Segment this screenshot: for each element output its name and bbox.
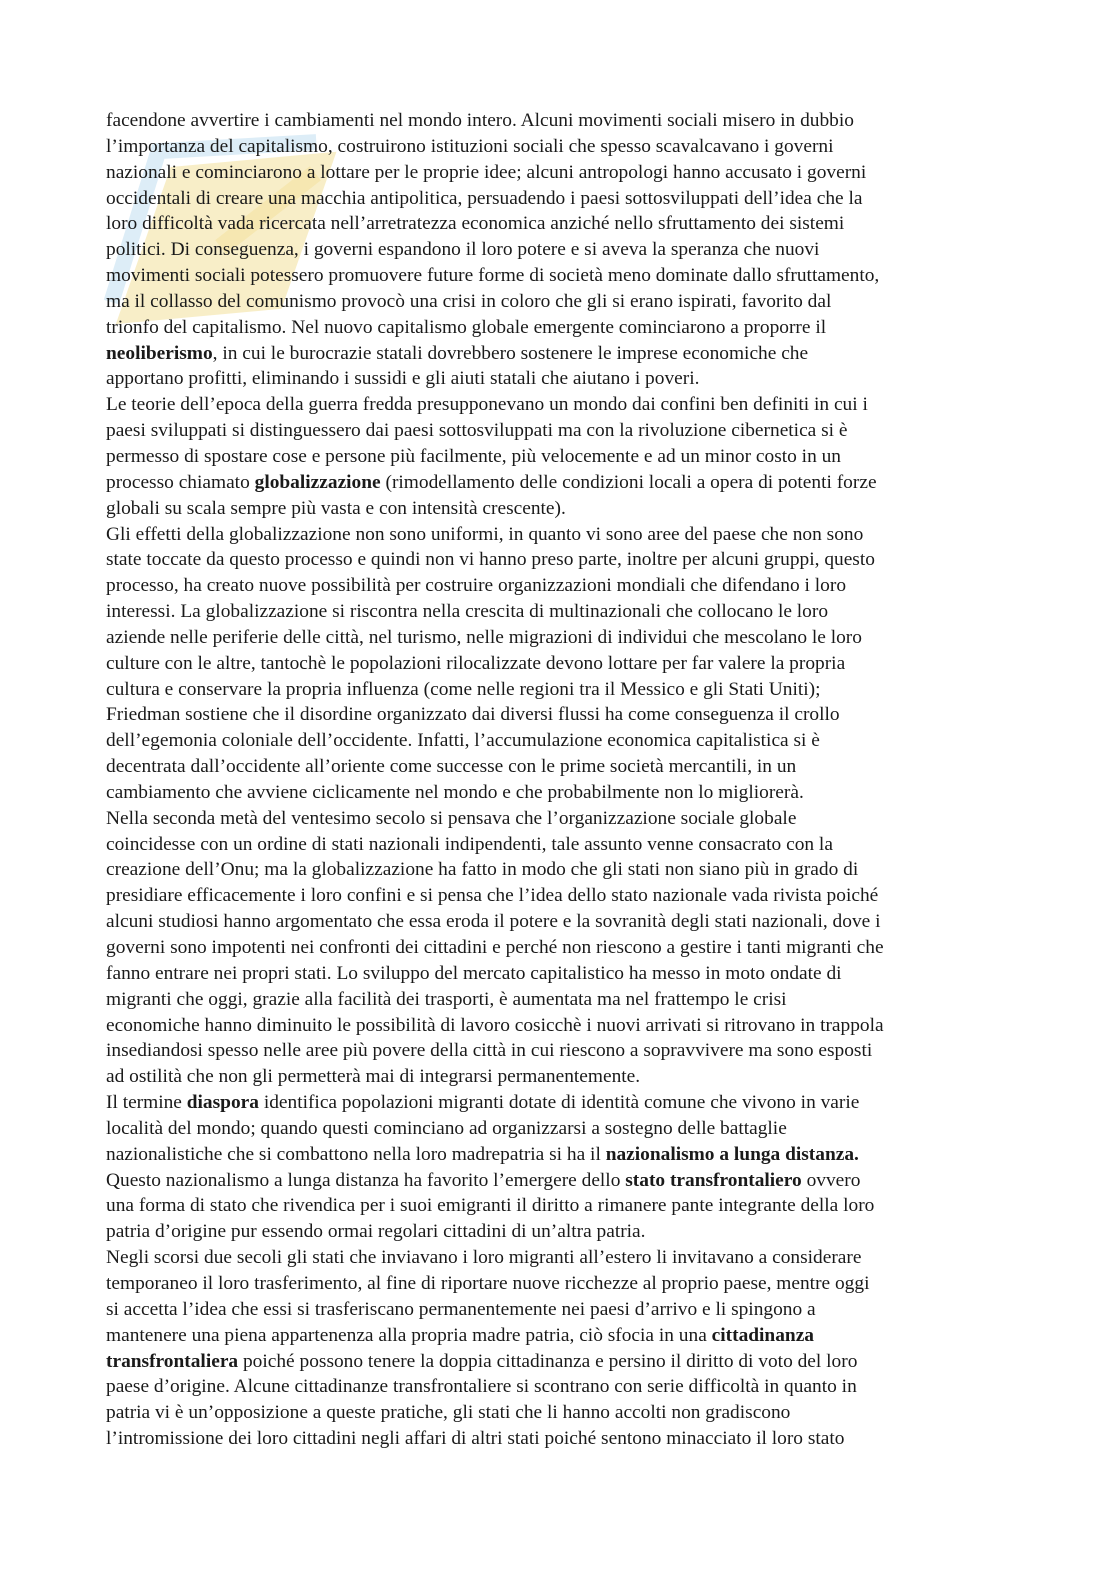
- text-run: globali su scala sempre più vasta e con intensità crescente).: [106, 497, 566, 519]
- text-line: [106, 987, 1006, 1013]
- text-run: cultura e conservare la propria influenza (come nelle regioni tra il Messico e gli Stati Uniti);: [106, 678, 821, 700]
- text-line: [106, 1168, 1006, 1194]
- text-run: movimenti sociali potessero promuovere future forme di società meno dominate dallo sfruttamento,: [106, 265, 880, 287]
- text-line: [106, 573, 1006, 599]
- text-line: [106, 857, 1006, 883]
- document-body: [106, 108, 1006, 1452]
- text-run: processo chiamato: [106, 471, 255, 493]
- text-line: [106, 1297, 1006, 1323]
- text-run: state toccate da questo processo e quindi non vi hanno preso parte, inoltre per alcuni gruppi, questo: [106, 549, 875, 571]
- text-run: Gli effetti della globalizzazione non sono uniformi, in quanto vi sono aree del paese che non sono: [106, 523, 864, 545]
- text-line: [106, 1400, 1006, 1426]
- text-line: [106, 883, 1006, 909]
- text-run: economiche hanno diminuito le possibilità di lavoro cosicchè i nuovi arrivati si ritrovano in trappola: [106, 1014, 884, 1036]
- bold-term: globalizzazione: [254, 471, 381, 493]
- text-run: Questo nazionalismo a lunga distanza ha favorito l’emergere dello: [106, 1169, 626, 1191]
- text-run: poiché possono tenere la doppia cittadinanza e persino il diritto di voto del loro: [238, 1350, 858, 1372]
- text-line: [106, 1142, 1006, 1168]
- text-line: [106, 496, 1006, 522]
- text-run: ma il collasso del comunismo provocò una crisi in coloro che gli si erano ispirati, favorito dal: [106, 290, 832, 312]
- text-run: Il termine: [106, 1092, 187, 1114]
- text-run: culture con le altre, tantochè le popolazioni rilocalizzate devono lottare per far valere la propria: [106, 652, 846, 674]
- text-line: [106, 522, 1006, 548]
- text-run: mantenere una piena appartenenza alla propria madre patria, ciò sfocia in una: [106, 1324, 712, 1346]
- text-line: [106, 599, 1006, 625]
- text-line: [106, 547, 1006, 573]
- text-run: creazione dell’Onu; ma la globalizzazione ha fatto in modo che gli stati non siano più in grado di: [106, 859, 859, 881]
- text-run: trionfo del capitalismo. Nel nuovo capitalismo globale emergente cominciarono a proporre il: [106, 316, 827, 338]
- text-line: [106, 366, 1006, 392]
- text-run: temporaneo il loro trasferimento, al fine di riportare nuove ricchezze al proprio paese, mentre oggi: [106, 1272, 870, 1294]
- text-run: cambiamento che avviene ciclicamente nel mondo e che probabilmente non lo migliorerà.: [106, 781, 804, 803]
- text-line: [106, 832, 1006, 858]
- text-line: [106, 1219, 1006, 1245]
- text-run: ad ostilità che non gli permetterà mai di integrarsi permanentemente.: [106, 1066, 641, 1088]
- text-line: [106, 1116, 1006, 1142]
- bold-term: neoliberismo: [106, 342, 213, 364]
- text-line: [106, 160, 1006, 186]
- text-line: [106, 1090, 1006, 1116]
- text-line: [106, 625, 1006, 651]
- text-line: [106, 315, 1006, 341]
- bold-term: nazionalismo a lunga distanza.: [605, 1143, 859, 1165]
- text-run: politici. Di conseguenza, i governi espandono il loro potere e si aveva la speranza che nuovi: [106, 239, 820, 261]
- text-line: [106, 134, 1006, 160]
- text-run: , in cui le burocrazie statali dovrebbero sostenere le imprese economiche che: [212, 342, 809, 364]
- bold-term: transfrontaliera: [106, 1350, 239, 1372]
- text-line: [106, 392, 1006, 418]
- text-line: [106, 418, 1006, 444]
- text-line: [106, 702, 1006, 728]
- text-run: loro difficoltà vada ricercata nell’arretratezza economica anziché nello sfruttamento dei sistemi: [106, 213, 845, 235]
- text-run: fanno entrare nei propri stati. Lo sviluppo del mercato capitalistico ha messo in moto ondate di: [106, 962, 842, 984]
- text-run: coincidesse con un ordine di stati nazionali indipendenti, tale assunto venne consacrato con la: [106, 833, 833, 855]
- text-line: [106, 961, 1006, 987]
- text-run: Le teorie dell’epoca della guerra fredda presupponevano un mondo dai confini ben definiti in cui i: [106, 394, 868, 416]
- text-line: [106, 1271, 1006, 1297]
- text-run: paesi sviluppati si distinguessero dai paesi sottosviluppati ma con la rivoluzione cibernetica si è: [106, 420, 848, 442]
- text-line: [106, 1374, 1006, 1400]
- text-line: [106, 780, 1006, 806]
- text-run: l’importanza del capitalismo, costruirono istituzioni sociali che spesso scavalcavano i governi: [106, 135, 834, 157]
- text-line: [106, 1349, 1006, 1375]
- text-run: facendone avvertire i cambiamenti nel mondo intero. Alcuni movimenti sociali misero in dubbio: [106, 110, 854, 131]
- text-line: [106, 1038, 1006, 1064]
- text-run: Friedman sostiene che il disordine organizzato dai diversi flussi ha come conseguenza il crollo: [106, 704, 840, 726]
- text-run: patria d’origine pur essendo ormai regolari cittadini di un’altra patria.: [106, 1221, 646, 1243]
- text-run: occidentali di creare una macchia antipolitica, persuadendo i paesi sottosviluppati dell’idea che la: [106, 187, 863, 209]
- text-line: [106, 470, 1006, 496]
- text-run: (rimodellamento delle condizioni locali a opera di potenti forze: [380, 471, 877, 493]
- text-line: [106, 341, 1006, 367]
- text-run: alcuni studiosi hanno argomentato che essa eroda il potere e la sovranità degli stati nazionali, dove i: [106, 911, 881, 933]
- text-run: Negli scorsi due secoli gli stati che inviavano i loro migranti all’estero li invitavano a considerare: [106, 1247, 862, 1269]
- text-run: interessi. La globalizzazione si riscontra nella crescita di multinazionali che collocano le loro: [106, 601, 829, 623]
- text-line: [106, 1013, 1006, 1039]
- text-line: [106, 237, 1006, 263]
- text-line: [106, 728, 1006, 754]
- text-run: permesso di spostare cose e persone più facilmente, più velocemente e ad un minor costo in un: [106, 445, 842, 467]
- text-line: [106, 677, 1006, 703]
- text-run: Nella seconda metà del ventesimo secolo si pensava che l’organizzazione sociale globale: [106, 807, 797, 829]
- text-line: [106, 935, 1006, 961]
- text-run: nazionalistiche che si combattono nella loro madrepatria si ha il: [106, 1143, 606, 1165]
- text-run: identifica popolazioni migranti dotate di identità comune che vivono in varie: [258, 1092, 860, 1114]
- text-line: [106, 909, 1006, 935]
- text-line: [106, 186, 1006, 212]
- text-line: [106, 289, 1006, 315]
- bold-term: diaspora: [186, 1092, 259, 1114]
- text-run: nazionali e cominciarono a lottare per le proprie idee; alcuni antropologi hanno accusato i governi: [106, 161, 867, 183]
- text-run: paese d’origine. Alcune cittadinanze transfrontaliere si scontrano con serie difficoltà in quanto in: [106, 1376, 857, 1398]
- text-run: dell’egemonia coloniale dell’occidente. Infatti, l’accumulazione economica capitalistica si è: [106, 730, 820, 752]
- text-run: presidiare efficacemente i loro confini e si pensa che l’idea dello stato nazionale vada rivista poiché: [106, 885, 879, 907]
- bold-term: stato transfrontaliero: [625, 1169, 802, 1191]
- text-run: ovvero: [801, 1169, 861, 1191]
- text-line: [106, 651, 1006, 677]
- text-line: [106, 1064, 1006, 1090]
- text-run: una forma di stato che rivendica per i suoi emigranti il diritto a rimanere pante integrante della loro: [106, 1195, 875, 1217]
- text-run: migranti che oggi, grazie alla facilità dei trasporti, è aumentata ma nel frattempo le crisi: [106, 988, 787, 1010]
- text-line: [106, 263, 1006, 289]
- text-line: [106, 211, 1006, 237]
- text-run: patria vi è un’opposizione a queste pratiche, gli stati che li hanno accolti non gradiscono: [106, 1402, 791, 1424]
- text-line: [106, 108, 1006, 134]
- text-line: [106, 754, 1006, 780]
- bold-term: cittadinanza: [711, 1324, 814, 1346]
- text-run: insediandosi spesso nelle aree più povere della città in cui riescono a sopravvivere ma sono esposti: [106, 1040, 873, 1062]
- text-run: aziende nelle periferie delle città, nel turismo, nelle migrazioni di individui che mescolano le loro: [106, 626, 862, 648]
- text-run: l’intromissione dei loro cittadini negli affari di altri stati poiché sentono minacciato il loro stato: [106, 1428, 845, 1450]
- text-line: [106, 806, 1006, 832]
- text-line: [106, 1245, 1006, 1271]
- text-run: località del mondo; quando questi cominciano ad organizzarsi a sostegno delle battaglie: [106, 1117, 787, 1139]
- text-run: apportano profitti, eliminando i sussidi e gli aiuti statali che aiutano i poveri.: [106, 368, 700, 390]
- text-run: processo, ha creato nuove possibilità per costruire organizzazioni mondiali che difendano i loro: [106, 575, 847, 597]
- text-line: [106, 1323, 1006, 1349]
- text-line: [106, 444, 1006, 470]
- text-line: [106, 1426, 1006, 1452]
- text-run: si accetta l’idea che essi si trasferiscano permanentemente nei paesi d’arrivo e li spingono a: [106, 1298, 816, 1320]
- text-run: decentrata dall’occidente all’oriente come successe con le prime società mercantili, in un: [106, 756, 797, 778]
- text-run: governi sono impotenti nei confronti dei cittadini e perché non riescono a gestire i tanti migranti che: [106, 937, 884, 958]
- text-line: [106, 1193, 1006, 1219]
